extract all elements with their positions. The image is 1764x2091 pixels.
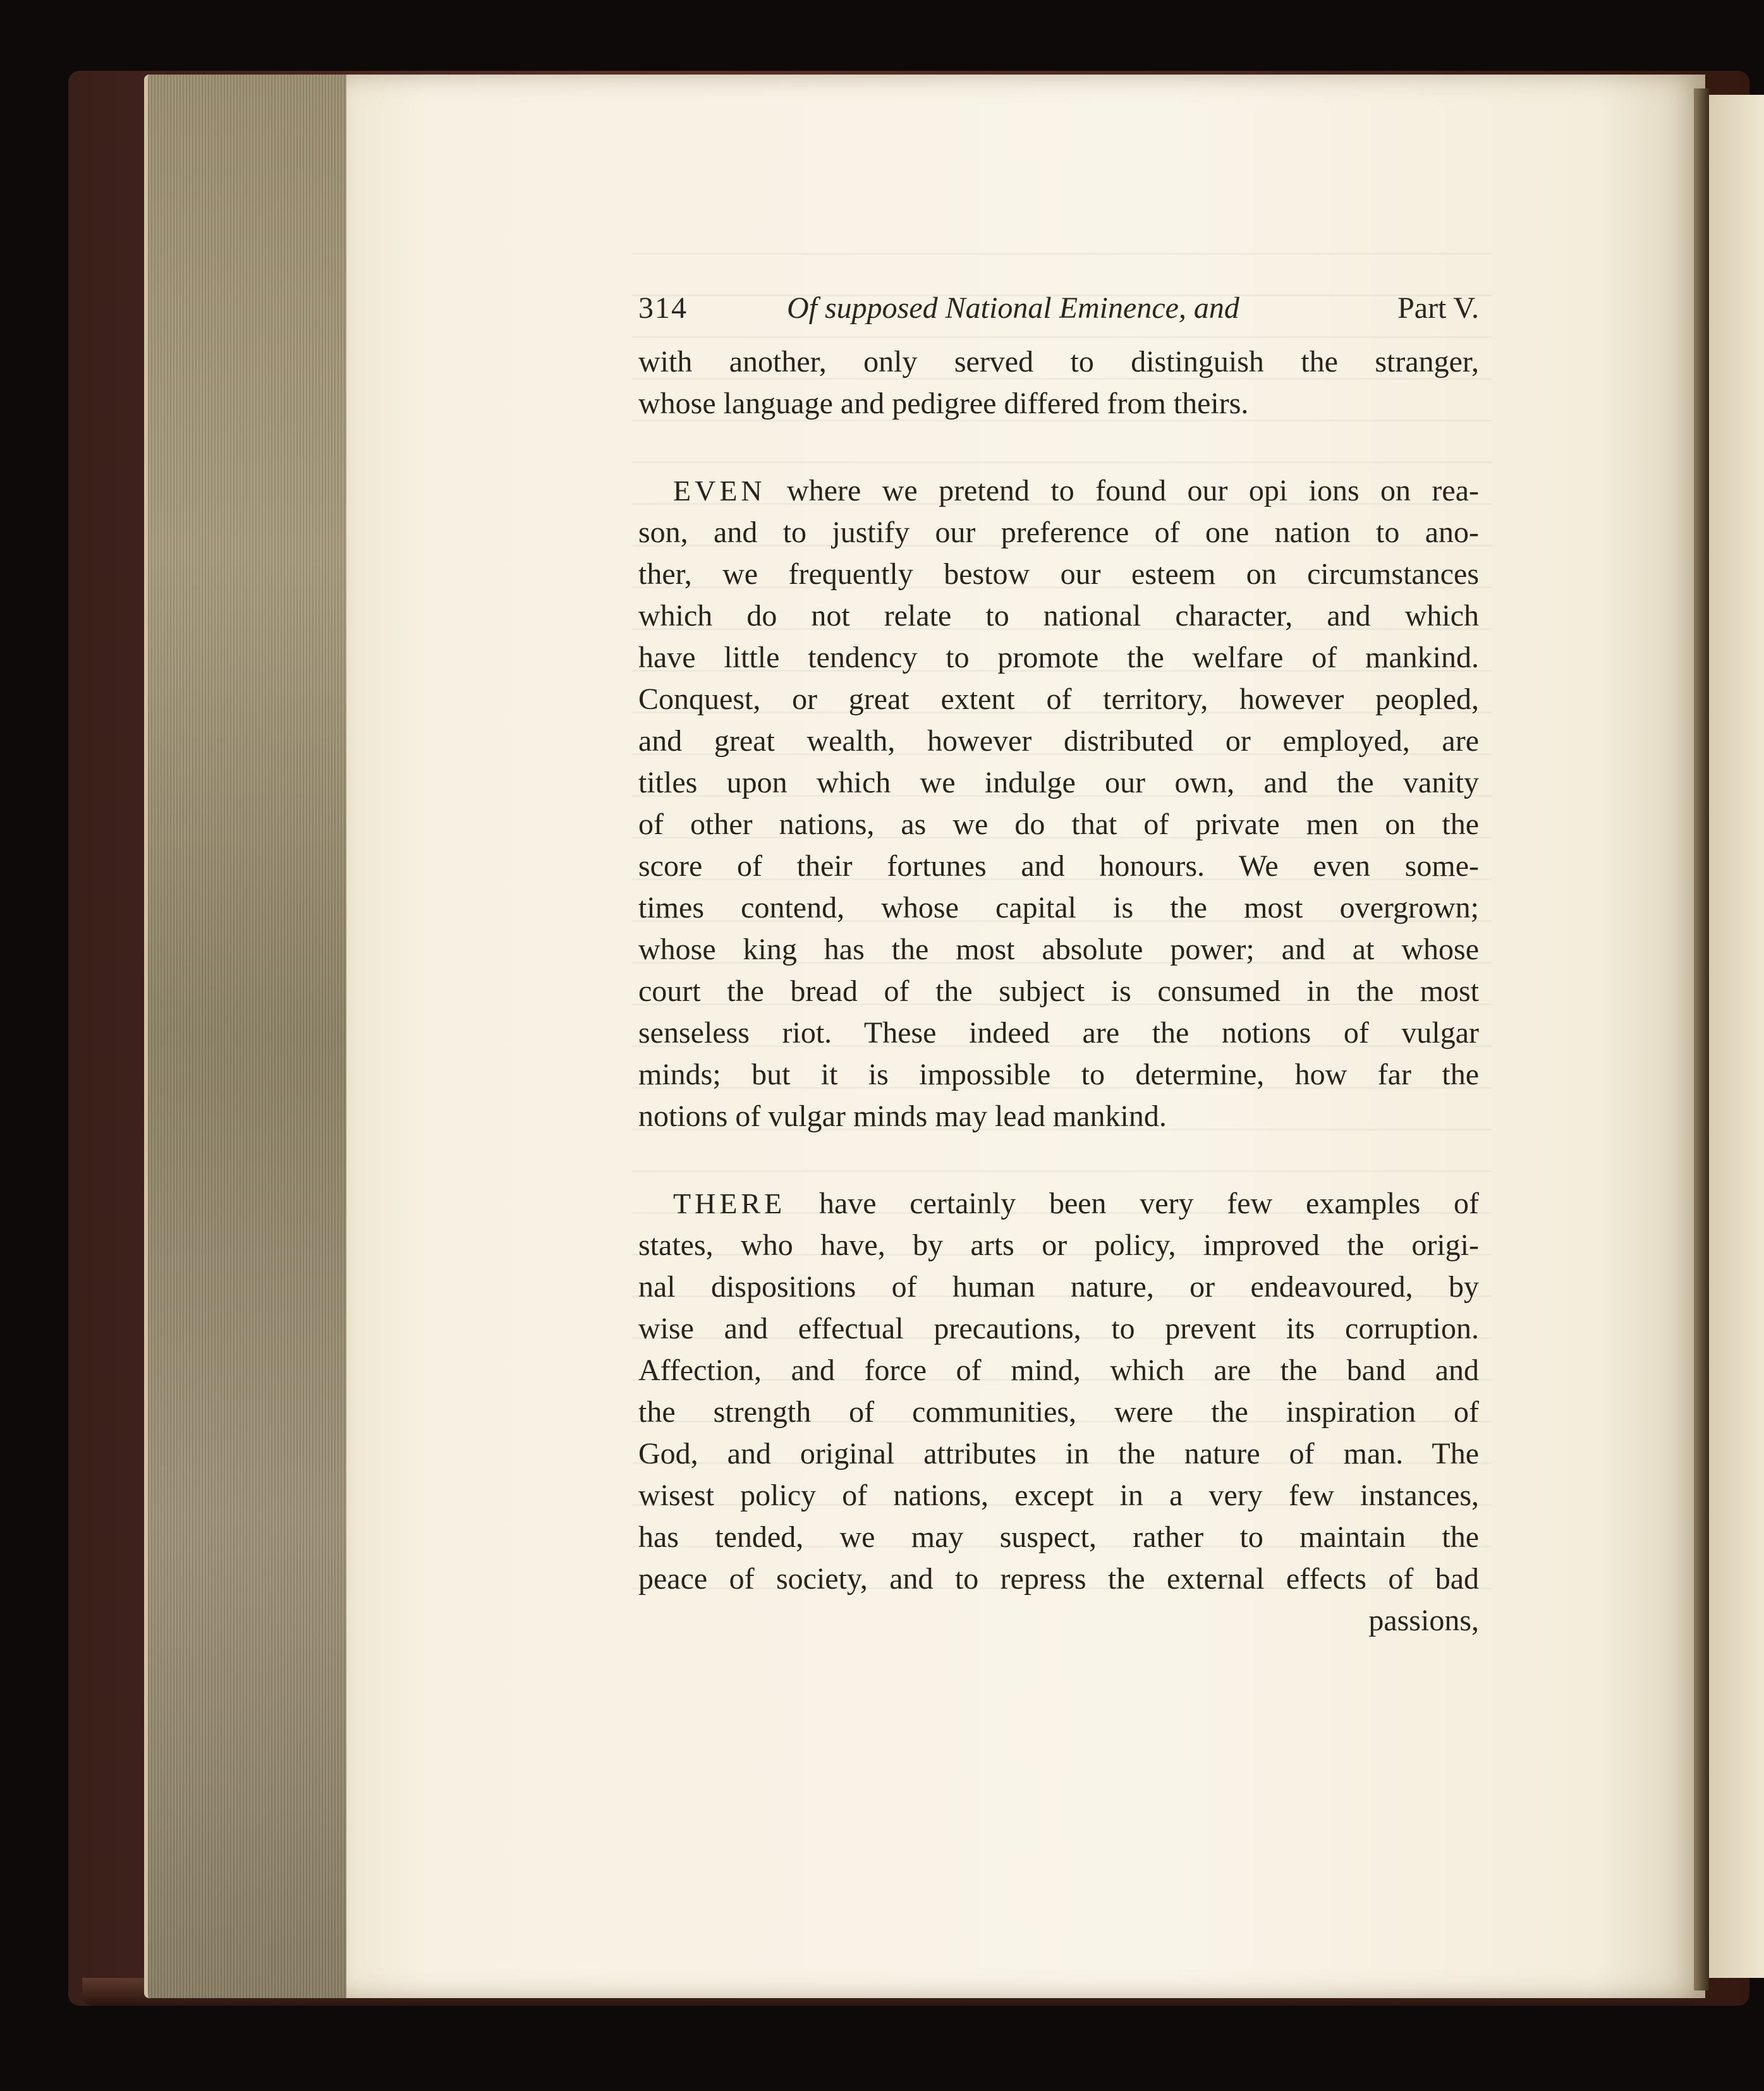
text-line: titles upon which we indulge our own, and the vanity: [638, 766, 1479, 799]
text-line: times contend, whose capital is the most overgrown;: [638, 891, 1479, 924]
catchword: passions,: [1368, 1604, 1479, 1637]
text-line: ther, we frequently bestow our esteem on circumstances: [638, 557, 1479, 591]
text-line: states, who have, by arts or policy, improved the origi-: [638, 1228, 1479, 1262]
text-line: the strength of communities, were the inspiration of: [638, 1395, 1479, 1429]
text-line: score of their fortunes and honours. We even some-: [638, 849, 1479, 883]
text-line: notions of vulgar minds may lead mankind.: [638, 1100, 1167, 1133]
text-line: whose king has the most absolute power; and at whose: [638, 933, 1479, 966]
text-line: Conquest, or great extent of territory, however peopled,: [638, 682, 1479, 716]
text-line: which do not relate to national character, and which: [638, 599, 1479, 633]
text-line: peace of society, and to repress the external effects of bad: [638, 1562, 1479, 1596]
text-line: wisest policy of nations, except in a very few instances,: [638, 1479, 1479, 1512]
paragraph-2: [638, 470, 1479, 1137]
text-line: EVEN where we pretend to found our opi ions on rea-: [673, 474, 1480, 507]
paragraph-lead-word: EVEN: [673, 475, 766, 507]
text-line: have little tendency to promote the welfare of mankind.: [638, 641, 1479, 674]
text-line: God, and original attributes in the nature of man. The: [638, 1437, 1479, 1470]
part-label: Part V.: [1397, 291, 1479, 325]
paragraph-lead-word: THERE: [673, 1187, 786, 1220]
text-line: of other nations, as we do that of private men on the: [638, 808, 1479, 841]
text-line: Affection, and force of mind, which are the band and: [638, 1354, 1479, 1387]
running-head: [638, 272, 1479, 341]
text-line: nal dispositions of human nature, or endeavoured, by: [638, 1270, 1479, 1304]
text-line: THERE have certainly been very few examples of: [673, 1187, 1480, 1220]
text-line: court the bread of the subject is consumed in the most: [638, 974, 1479, 1008]
text-line: son, and to justify our preference of one nation to ano-: [638, 516, 1479, 549]
paragraph-1: [638, 341, 1479, 425]
text-line: minds; but it is impossible to determine, how far the: [638, 1058, 1479, 1091]
text-line: with another, only served to distinguish the stranger,: [638, 345, 1479, 379]
text-line: wise and effectual precautions, to prevent its corruption.: [638, 1312, 1479, 1345]
text-block: [638, 272, 1479, 1642]
text-line: has tended, we may suspect, rather to maintain the: [638, 1520, 1479, 1554]
text-line: senseless riot. These indeed are the notions of vulgar: [638, 1016, 1479, 1050]
running-title: Of supposed National Eminence, and: [787, 291, 1239, 325]
text-line: whose language and pedigree differed from theirs.: [638, 387, 1249, 420]
page-number: 314: [638, 291, 688, 325]
book-gutter: [1694, 88, 1709, 1991]
paragraph-3: [638, 1183, 1479, 1600]
facing-page-edge: [1709, 95, 1764, 1978]
text-line: and great wealth, however distributed or employed, are: [638, 724, 1479, 758]
page-fore-edge: [144, 75, 350, 1998]
